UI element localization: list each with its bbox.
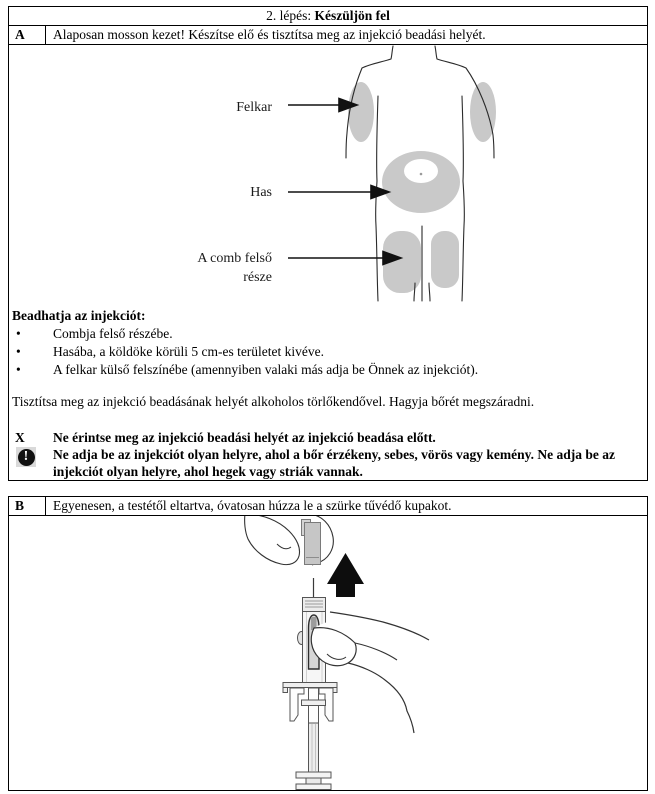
- site-bullet-1-text: Combja felső részébe.: [53, 326, 173, 341]
- finger-flange: [283, 683, 337, 688]
- step2-content-cell: [9, 45, 647, 480]
- bullet-dot: •: [16, 326, 21, 341]
- exclamation-icon: [16, 447, 36, 467]
- warning-block: [9, 429, 647, 480]
- row-b: [9, 497, 647, 516]
- clean-instruction: Tisztítsa meg az injekció beadásának helyét alkoholos törlőkendővel. Hagyja bőrét megszáradni.: [12, 394, 535, 409]
- site-bullet-3: [9, 361, 647, 379]
- warning-x-row: [9, 429, 647, 446]
- warning-excl-labelcell: [9, 446, 53, 480]
- row-b-label: B: [9, 497, 46, 515]
- injection-sites-figure: [9, 45, 647, 303]
- pinch-thumb: [245, 516, 300, 565]
- site-bullet-2: [9, 343, 647, 361]
- label-thigh-line2: része: [243, 270, 272, 285]
- cap-removal-figure: [9, 516, 647, 790]
- warning-x-text: Ne érintse meg az injekció beadási helyét az injekció beadása előtt.: [53, 430, 436, 445]
- label-upper-arm: Felkar: [236, 100, 272, 115]
- thumb-pad: [296, 772, 331, 778]
- pull-up-arrow-icon: [327, 553, 364, 597]
- stepB-figure-cell: [9, 516, 647, 790]
- label-abdomen: Has: [250, 185, 272, 200]
- step2-table: [8, 6, 648, 481]
- plunger-rod: [309, 723, 319, 772]
- exclamation-glyph: !: [18, 449, 35, 466]
- stepB-table: [8, 496, 648, 791]
- row-a-text: Alaposan mosson kezet! Készítse elő és tisztítsa meg az injekció beadási helyét.: [53, 27, 486, 42]
- warning-x-label: X: [15, 430, 25, 445]
- warning-excl-text: Ne adja be az injekciót olyan helyre, ahol a bőr érzékeny, sebes, vörös vagy kemény. Ne adja be az injekciót olyan helyre, ahol hegek vagy striák vannak.: [53, 447, 615, 479]
- bullet-dot: •: [16, 362, 21, 377]
- site-bullet-1: [9, 325, 647, 343]
- step2-title: [9, 7, 647, 26]
- site-bullet-3-text: A felkar külső felszínébe (amennyiben valaki más adja be Önnek az injekciót).: [53, 362, 479, 377]
- warning-excl-row: [9, 446, 647, 480]
- sites-heading: Beadhatja az injekciót:: [12, 308, 146, 323]
- label-thigh-line1: A comb felső: [197, 251, 272, 266]
- navel: [404, 159, 438, 183]
- bullet-dot: •: [16, 344, 21, 359]
- step2-title-bold: Készüljön fel: [314, 8, 390, 23]
- site-bullet-2-text: Hasába, a köldöke körüli 5 cm-es területet kivéve.: [53, 344, 325, 359]
- needle-cap: [302, 520, 321, 565]
- row-a-label: A: [9, 26, 46, 44]
- row-a: [9, 26, 647, 45]
- row-b-text: Egyenesen, a testétől eltartva, óvatosan húzza le a szürke tűvédő kupakot.: [53, 498, 452, 513]
- step2-title-prefix: 2. lépés:: [266, 8, 315, 23]
- figure-labels: [197, 100, 272, 285]
